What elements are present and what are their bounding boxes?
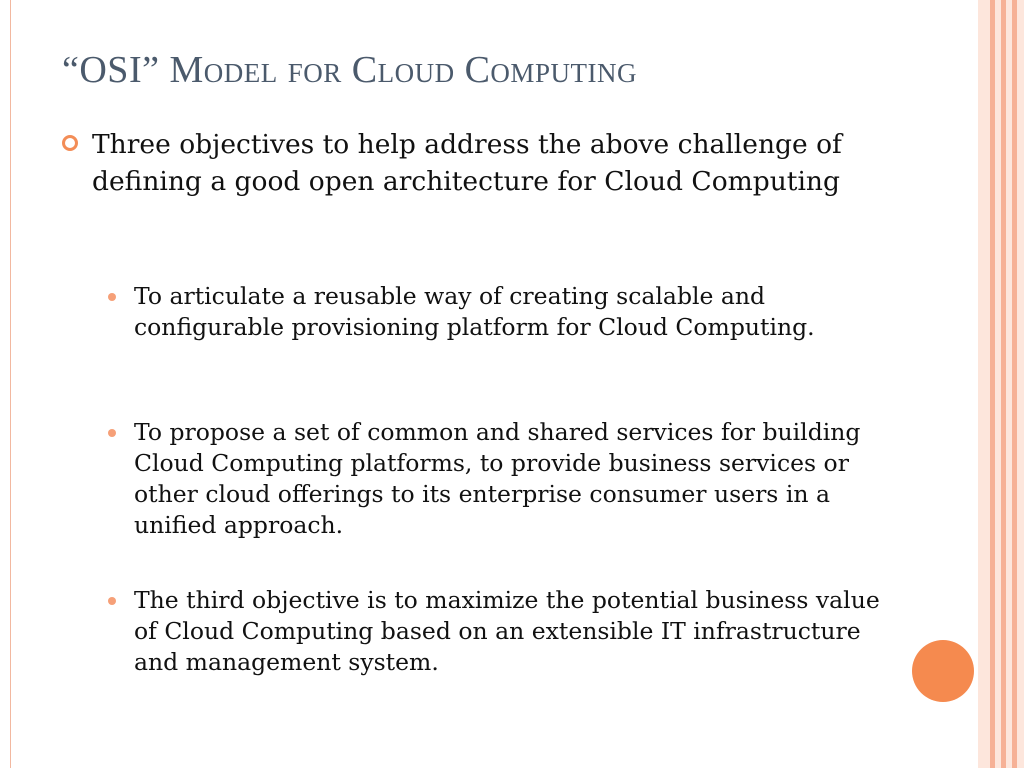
main-bullet-text: Three objectives to help address the above challenge of defining a good open architecture for Cloud Computing xyxy=(92,129,842,197)
sub-bullet-1: To articulate a reusable way of creating scalable and configurable provisioning platform for Cloud Computing. xyxy=(134,282,815,341)
sub-bullet-2: To propose a set of common and shared services for building Cloud Computing platforms, to provide business services or other cloud offerings to its enterprise consumer users in a unified approach. xyxy=(134,418,861,539)
dot-bullet-icon xyxy=(108,597,116,605)
dot-bullet-icon xyxy=(108,429,116,437)
right-stripe-1 xyxy=(990,0,995,768)
right-stripe-3 xyxy=(1012,0,1017,768)
dot-bullet-icon xyxy=(108,293,116,301)
orange-circle-decoration xyxy=(912,640,974,702)
left-border-line xyxy=(10,0,11,768)
sub-bullet-3: The third objective is to maximize the potential business value of Cloud Computing based on an extensible IT infrastructure and management system. xyxy=(134,586,880,676)
ring-bullet-icon xyxy=(62,135,78,151)
slide-title: “OSI” Model for Cloud Computing xyxy=(62,49,637,91)
right-stripe-2 xyxy=(1001,0,1006,768)
